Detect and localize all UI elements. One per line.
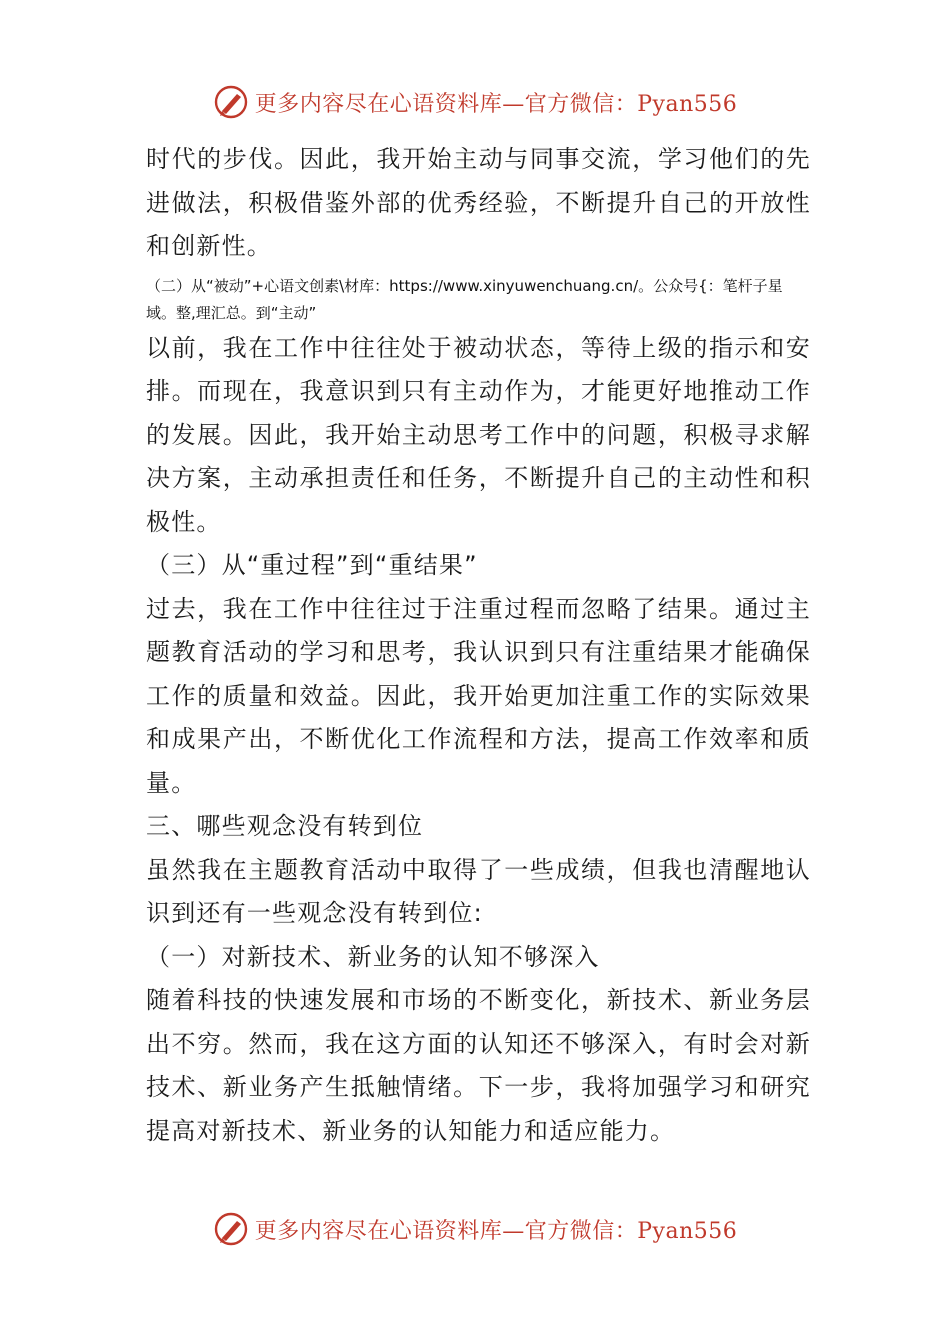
footer-watermark-banner xyxy=(0,1209,950,1249)
paragraph-new-tech: 随着科技的快速发展和市场的不断变化，新技术、新业务层出不穷。然而，我在这方面的认知还不够深入，有时会对新技术、新业务产生抵触情绪。下一步，我将加强学习和研究提高对新技术、新业务的认知能力和适应能力。 xyxy=(146,986,811,1145)
subheading-new-tech: （一）对新技术、新业务的认知不够深入 xyxy=(146,942,600,971)
subheading-passive-to-active: （二）从“被动”+心语文创素\材库：https://www.xinyuwenchuang.cn/。公众号{：笔杆子星域。整,理汇总。到“主动” xyxy=(146,276,783,322)
paragraph-continuation: 时代的步伐。因此，我开始主动与同事交流，学习他们的先进做法，积极借鉴外部的优秀经验，不断提升自己的开放性和创新性。 xyxy=(146,145,811,260)
paragraph-intro-section-3: 虽然我在主题教育活动中取得了一些成绩，但我也清醒地认识到还有一些观念没有转到位: xyxy=(146,855,811,927)
document-body xyxy=(146,138,811,1153)
header-watermark-banner xyxy=(0,82,950,122)
pen-logo-icon xyxy=(213,1211,249,1247)
paragraph-process-to-result: 过去，我在工作中往往过于注重过程而忽略了结果。通过主题教育活动的学习和思考，我认识到只有注重结果才能确保工作的质量和效益。因此，我开始更加注重工作的实际效果和成果产出，不断优化工作流程和方法，提高工作效率和质量。 xyxy=(146,594,811,797)
banner-text: 更多内容尽在心语资料库—官方微信：Pyan556 xyxy=(254,1218,738,1244)
pen-logo-icon xyxy=(213,84,249,120)
subheading-process-to-result: （三）从“重过程”到“重结果” xyxy=(146,551,478,579)
banner-text: 更多内容尽在心语资料库—官方微信：Pyan556 xyxy=(254,91,738,117)
section-heading-3: 三、哪些观念没有转到位 xyxy=(146,812,424,840)
paragraph-passive-to-active: 以前，我在工作中往往处于被动状态，等待上级的指示和安排。而现在，我意识到只有主动作为，才能更好地推动工作的发展。因此，我开始主动思考工作中的问题，积极寻求解决方案，主动承担责任和任务，不断提升自己的主动性和积极性。 xyxy=(146,333,811,536)
